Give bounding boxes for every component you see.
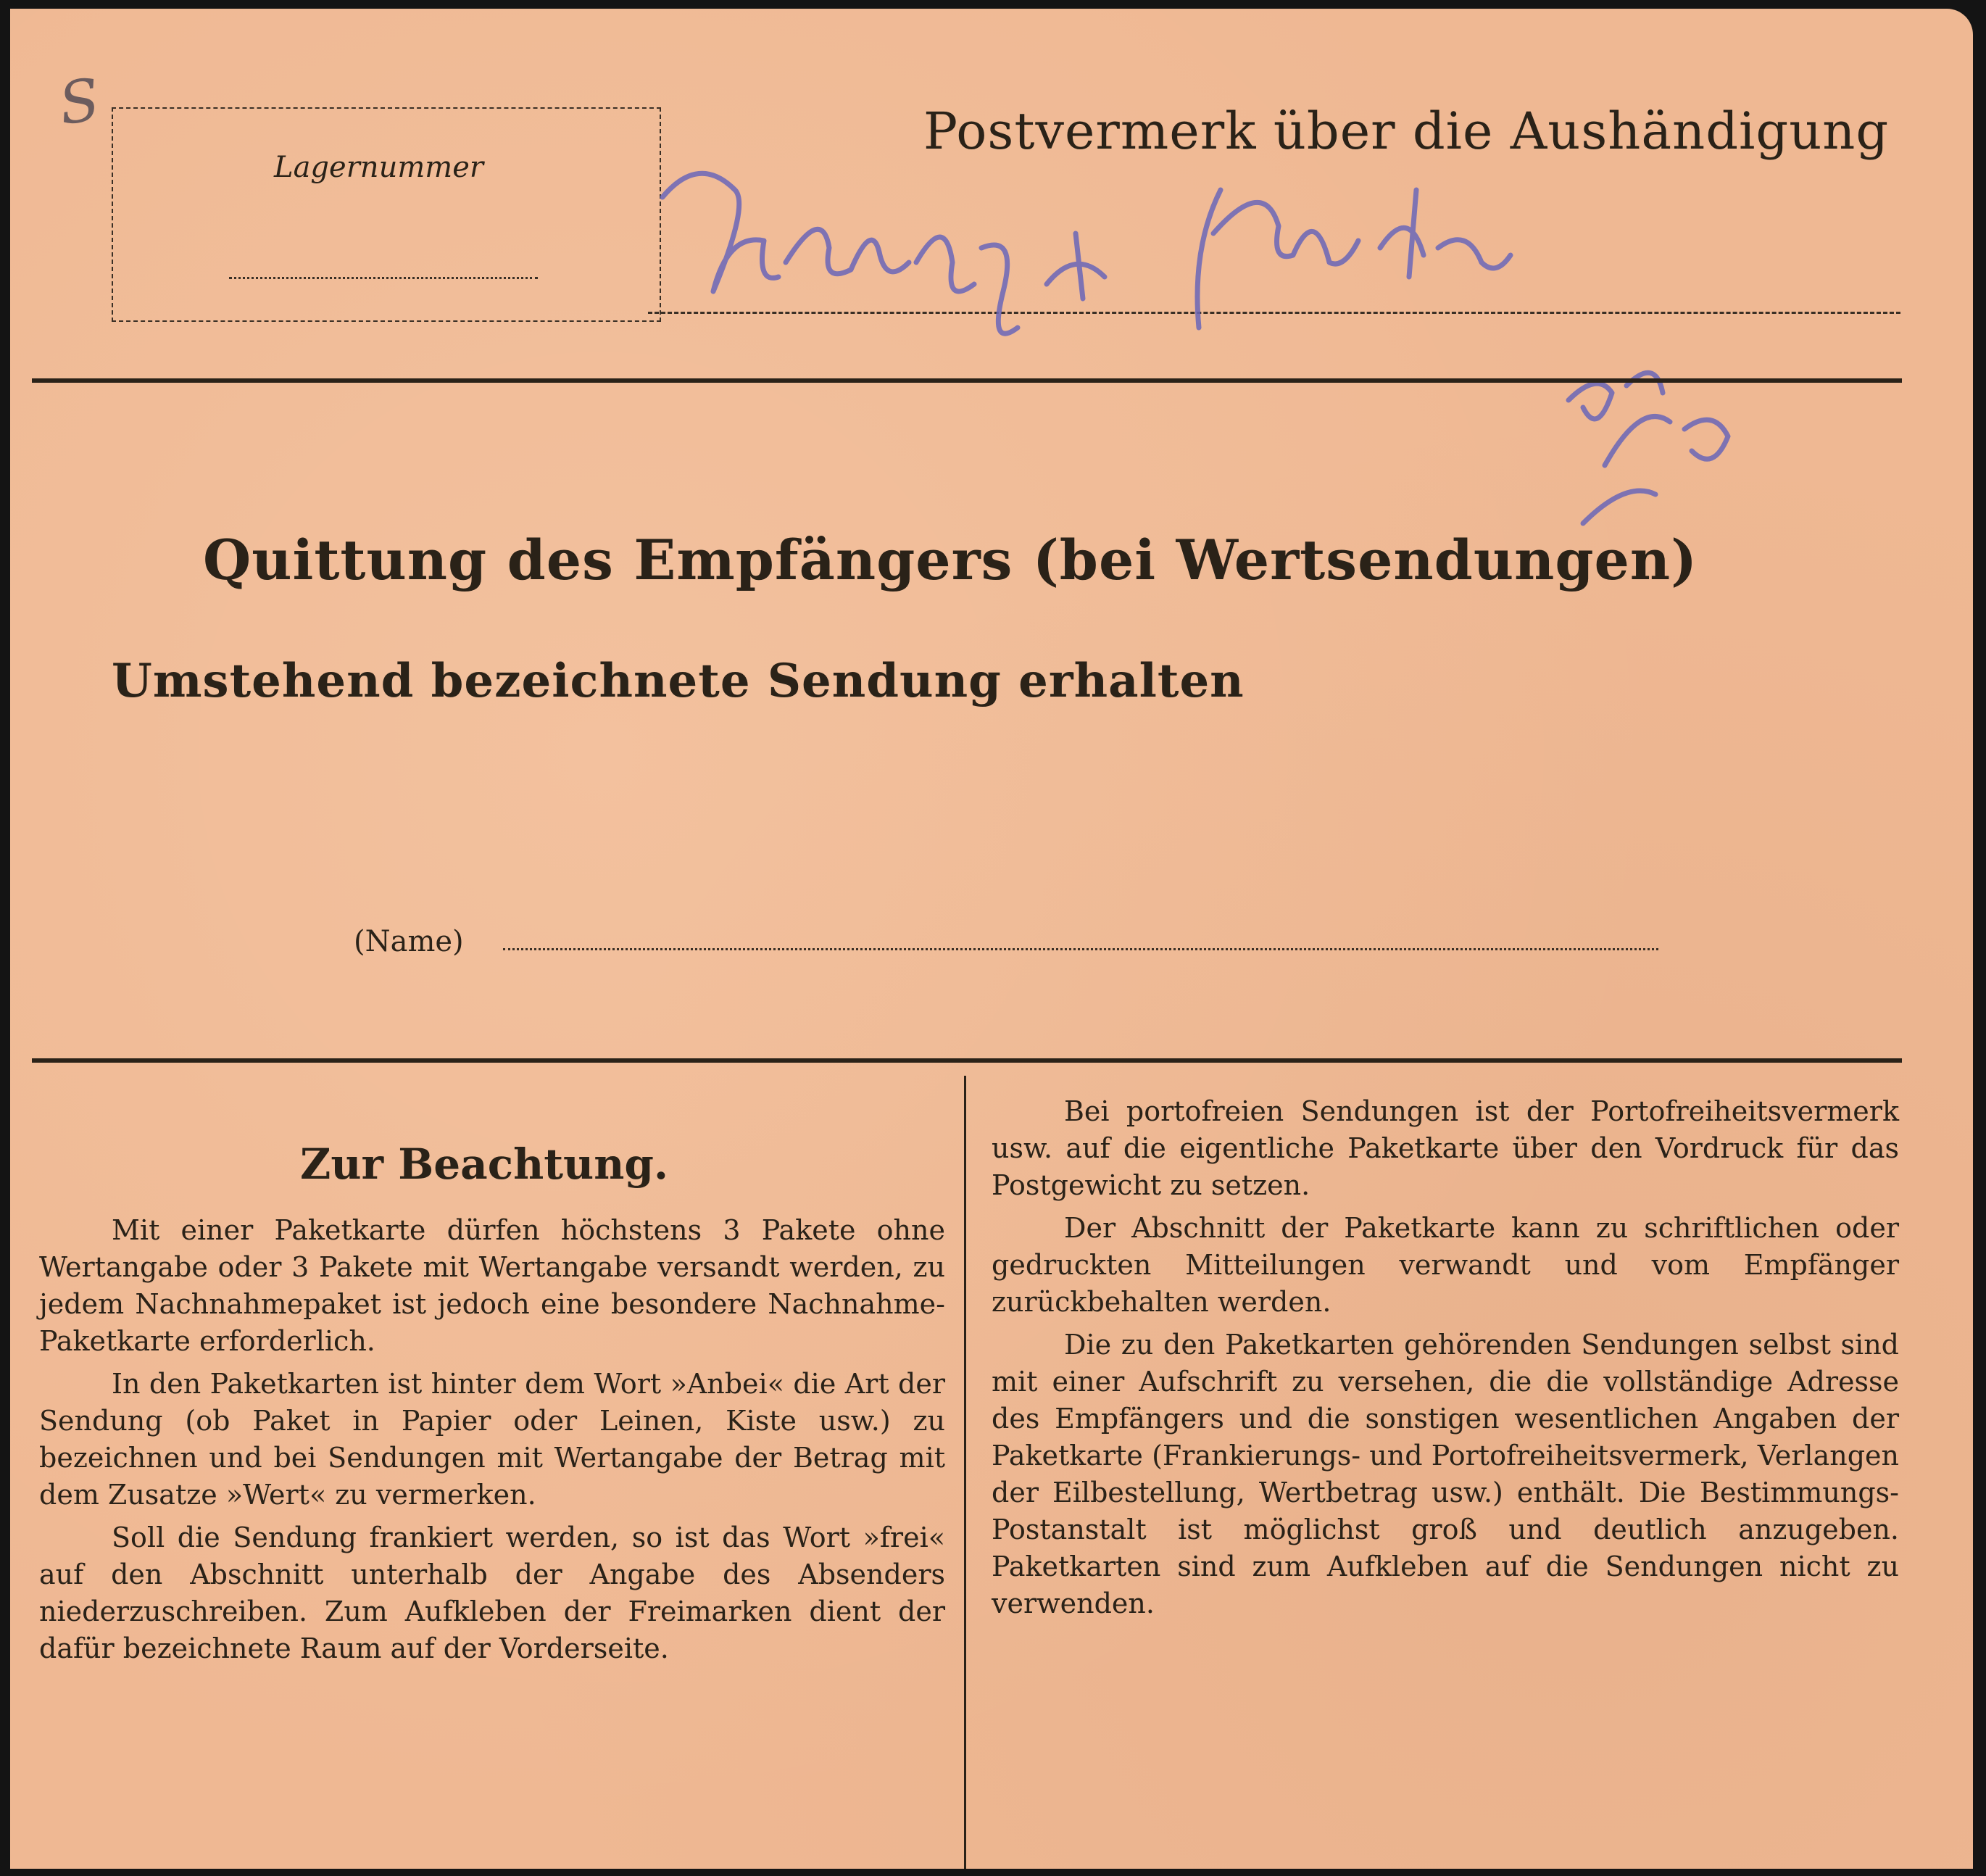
postvermerk-heading: Postvermerk über die Aushändigung [923, 101, 1890, 161]
note-paragraph: Soll die Sendung frankiert werden, so ist das Wort »frei« auf den Abschnitt unterhalb der Angabe des Absenders niederzuschreiben. Zum Aufkleben der Freimarken dient der dafür bezeichnete Raum auf der Vorderseite. [39, 1522, 945, 1664]
quittung-title: Quittung des Empfängers (bei Wertsendungen) [203, 528, 1698, 592]
beachtung-heading: Zur Beachtung. [300, 1140, 669, 1189]
paketkarte-back [10, 9, 1973, 1869]
note-paragraph: Bei portofreien Sendungen ist der Portofreiheitsvermerk usw. auf die eigentliche Paketkarte über den Vordruck für das Postgewicht zu setzen. [992, 1095, 1899, 1201]
note-paragraph: In den Paketkarten ist hinter dem Wort »Anbei« die Art der Sendung (ob Paket in Papier oder Leinen, Kiste usw.) zu bezeichnen und bei Sendungen mit Wertangabe der Betrag mit dem Zusatze »Wert« zu vermerken. [39, 1368, 945, 1511]
lagernummer-box [112, 107, 661, 322]
name-label: (Name) [354, 925, 464, 958]
column-divider [964, 1076, 966, 1869]
note-paragraph: Der Abschnitt der Paketkarte kann zu schriftlichen oder gedruckten Mitteilungen verwandt und vom Empfänger zurückbehalten werden. [992, 1212, 1899, 1318]
pencil-mark: S [54, 65, 104, 138]
name-line [503, 948, 1658, 950]
umstehend-text: Umstehend bezeichnete Sendung erhalten [112, 654, 1245, 708]
note-paragraph: Mit einer Paketkarte dürfen höchstens 3 Pakete ohne Wertangabe oder 3 Pakete mit Wertangabe versandt werden, zu jedem Nachnahmepaket ist jedoch eine besondere Nachnahme-Paketkarte erforderlich. [39, 1214, 945, 1357]
top-divider [32, 378, 1902, 383]
lagernummer-line [229, 277, 538, 279]
lagernummer-label: Lagernummer [274, 151, 483, 184]
notes-right-column [992, 1093, 1899, 1628]
note-paragraph: Die zu den Paketkarten gehörenden Sendungen selbst sind mit einer Aufschrift zu versehen, die die vollständige Adresse des Empfängers und die sonstigen wesentlichen Angaben der Paketkarte (Frankierungs- und Portofreiheitsvermerk, Verlangen der Eilbestellung, Wertbetrag usw.) enthält. Die Bestimmungs-Postanstalt ist möglichst groß und deutlich anzugeben. Paketkarten sind zum Aufkleben auf die Sendungen nicht zu verwenden. [992, 1329, 1899, 1619]
middle-divider [32, 1058, 1902, 1063]
notes-left-column [39, 1212, 945, 1673]
